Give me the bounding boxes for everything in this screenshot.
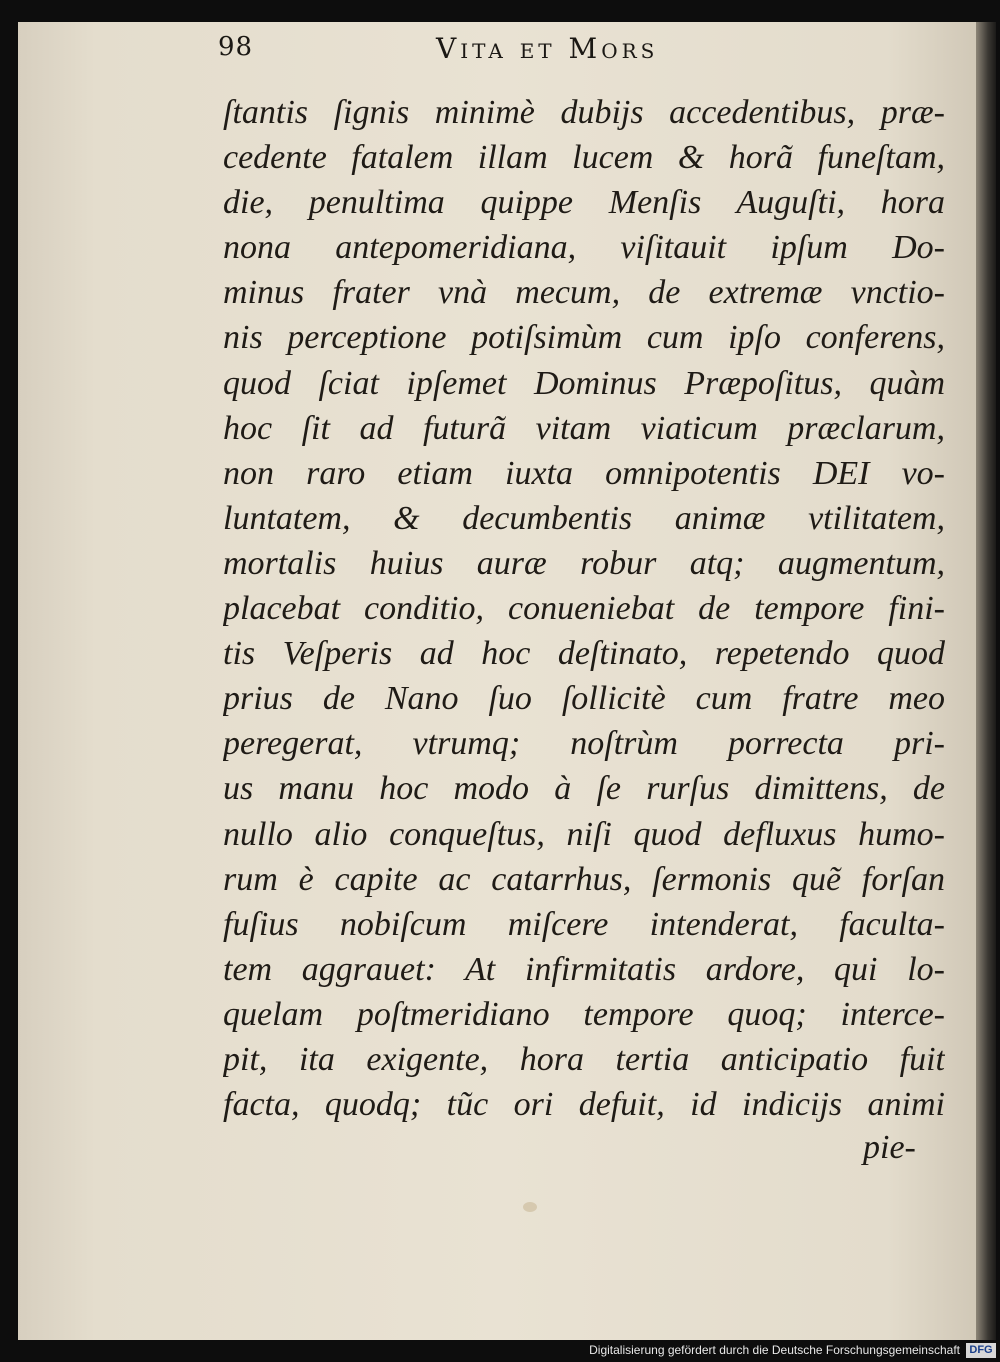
text-line: minus frater vnà mecum, de extremæ vnctio- [223, 274, 945, 312]
page-number: 98 [218, 32, 254, 62]
text-line: non raro etiam iuxta omnipotentis DEI vo- [223, 454, 945, 492]
paper-stain [523, 1202, 537, 1212]
text-line: rum è capite ac catarrhus, ſermonis quẽ forſan [223, 860, 945, 898]
text-line: mortalis huius auræ robur atq; augmentum, [223, 544, 945, 582]
dfg-logo: DFG [966, 1343, 996, 1358]
text-line: nullo alio conqueſtus, niſi quod defluxus humo- [223, 815, 945, 853]
text-line: fuſius nobiſcum miſcere intenderat, faculta- [223, 905, 945, 943]
text-line: us manu hoc modo à ſe rurſus dimittens, de [223, 770, 945, 808]
footer-bar [0, 1340, 1000, 1362]
text-line: ſtantis ſignis minimè dubijs accedentibus, præ- [223, 94, 945, 131]
text-line: prius de Nano ſuo ſollicitè cum fratre meo [223, 680, 945, 718]
text-line: hoc ſit ad futurã vitam viaticum præclarum, [223, 409, 945, 447]
text-line: die, penultima quippe Menſis Auguſti, hora [223, 184, 945, 222]
text-line: placebat conditio, conueniebat de tempore fini- [223, 590, 945, 628]
book-page [18, 22, 984, 1340]
footer-credit: Digitalisierung gefördert durch die Deutsche Forschungsgemeinschaft [589, 1343, 960, 1357]
text-line: nis perceptione potiſsimùm cum ipſo conferens, [223, 319, 945, 357]
page-edge-shadow [976, 22, 996, 1340]
page-scan [18, 22, 996, 1340]
text-line: pit, ita exigente, hora tertia anticipatio fuit [223, 1040, 945, 1078]
text-line: facta, quodq; tũc ori defuit, id indicijs animi [223, 1086, 945, 1124]
text-block [223, 90, 945, 1127]
text-line: peregerat, vtrumq; noſtrùm porrecta pri- [223, 725, 945, 763]
text-line: quod ſciat ipſemet Dominus Præpoſitus, quàm [223, 364, 945, 402]
text-line: quelam poſtmeridiano tempore quoq; interce- [223, 995, 945, 1033]
text-line: tem aggrauet: At infirmitatis ardore, qui lo- [223, 950, 945, 988]
running-title: Vita et Mors [436, 32, 659, 65]
text-line: nona antepomeridiana, viſitauit ipſum Do- [223, 229, 945, 267]
text-line: cedente fatalem illam lucem & horã funeſtam, [223, 139, 945, 177]
text-line: tis Veſperis ad hoc deſtinato, repetendo quod [223, 635, 945, 673]
running-head [218, 32, 944, 76]
text-line: luntatem, & decumbentis animæ vtilitatem, [223, 499, 945, 537]
catchword: pie- [863, 1129, 916, 1166]
